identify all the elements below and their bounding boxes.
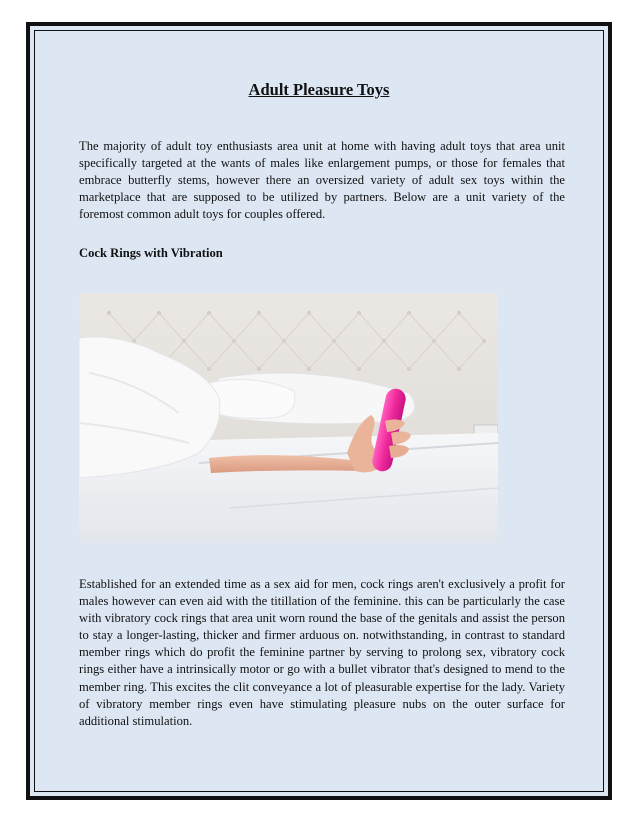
intro-paragraph: The majority of adult toy enthusiasts area unit at home with having adult toys that area unit specifically targeted at the wants of males like enlargement pumps, or those for females that embrace butterfly stems, however there an oversized variety of adult sex toys within the marketplace that are supposed to be utilized by partners. Below are a unit variety of the foremost common adult toys for couples offered.: [79, 139, 565, 222]
body-paragraph: Established for an extended time as a sex aid for men, cock rings aren't exclusively a profit for males however can even aid with the titillation of the feminine. this can be particularly the case with vibratory cock rings that area unit worn round the base of the genitals and assist the person to stay a longer-lasting, thicker and firmer arduous on. notwithstanding, in contrast to standard member rings which do profit the feminine partner by serving to prolong sex, vibratory cock rings either have a intrinsically motor or go with a bullet vibrator that's designed to mend to the member ring. This excites the clit conveyance a lot of pleasurable expertise for the lady. Variety of vibratory member rings even have stimulating pleasure nubs on the outer surface for additional stimulation.: [79, 577, 565, 728]
section-heading: Cock Rings with Vibration: [79, 246, 223, 260]
page-title: Adult Pleasure Toys: [248, 80, 390, 99]
bed-photo: [79, 293, 498, 543]
page-frame: [26, 22, 612, 800]
